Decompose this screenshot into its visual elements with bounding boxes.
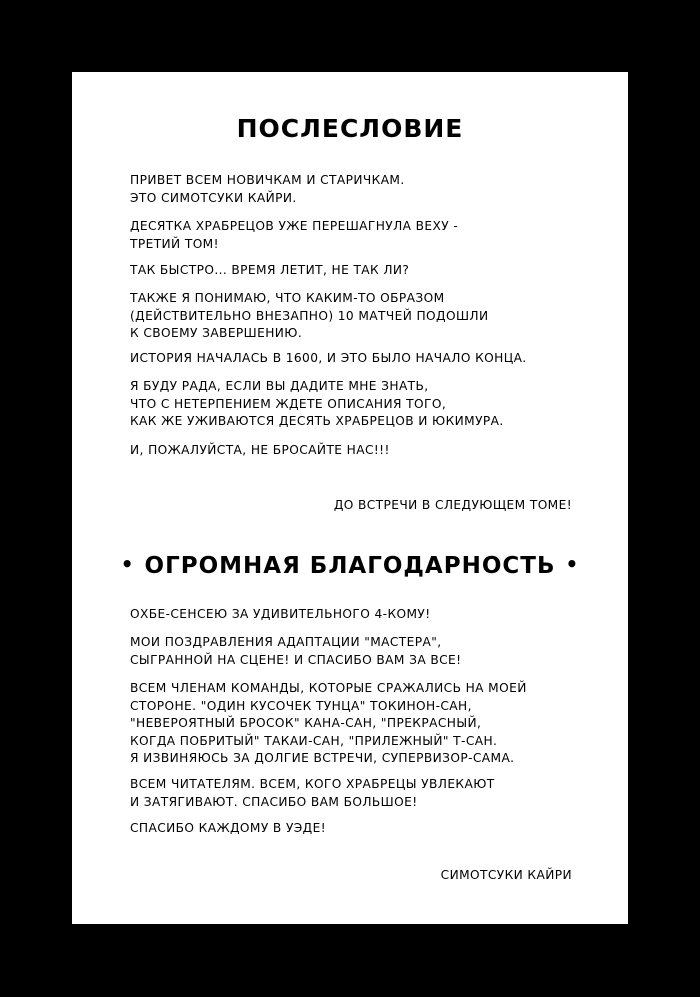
afterword-paragraph-1 (130, 172, 590, 207)
thanks-paragraph-5 (130, 820, 590, 838)
bullet-icon: • (565, 552, 580, 576)
text-line: И ЗАТЯГИВАЮТ. СПАСИБО ВАМ БОЛЬШОЕ! (130, 794, 418, 809)
thanks-paragraph-4 (130, 776, 590, 811)
text-line: ЭТО СИМОТСУКИ КАЙРИ. (130, 190, 297, 205)
text-line: ПРИВЕТ ВСЕМ НОВИЧКАМ И СТАРИЧКАМ. (130, 173, 405, 187)
text-line: ЧТО С НЕТЕРПЕНИЕМ ЖДЕТЕ ОПИСАНИЯ ТОГО, (130, 396, 447, 411)
text-line: (ДЕЙСТВИТЕЛЬНО ВНЕЗАПНО) 10 МАТЧЕЙ ПОДОШЛИ (130, 308, 489, 323)
afterword-paragraph-4 (130, 290, 590, 343)
text-line: СПАСИБО КАЖДОМУ В УЭДЕ! (130, 821, 326, 835)
signature: СИМОТСУКИ КАЙРИ (440, 868, 572, 882)
text-line: ВСЕМ ЧЛЕНАМ КОМАНДЫ, КОТОРЫЕ СРАЖАЛИСЬ НА МОЕЙ (130, 681, 527, 695)
thanks-title-row (72, 552, 628, 579)
text-line: КОГДА ПОБРИТЫЙ" ТАКАИ-САН, "ПРИЛЕЖНЫЙ" Т-САН. (130, 733, 498, 748)
afterword-paragraph-5 (130, 350, 590, 368)
text-line: ИСТОРИЯ НАЧАЛАСЬ В 1600, И ЭТО БЫЛО НАЧАЛО КОНЦА. (130, 351, 527, 365)
text-line: И, ПОЖАЛУЙСТА, НЕ БРОСАЙТЕ НАС!!! (130, 443, 390, 457)
text-line: СТОРОНЕ. "ОДИН КУСОЧЕК ТУНЦА" ТОКИНОН-САН, (130, 698, 472, 713)
afterword-paragraph-2 (130, 218, 590, 253)
text-line: ТРЕТИЙ ТОМ! (130, 236, 219, 251)
afterword-closing: ДО ВСТРЕЧИ В СЛЕДУЮЩЕМ ТОМЕ! (333, 498, 572, 512)
afterword-paragraph-3 (130, 262, 590, 280)
text-line: ТАКЖЕ Я ПОНИМАЮ, ЧТО КАКИМ-ТО ОБРАЗОМ (130, 291, 445, 305)
afterword-paragraph-7 (130, 442, 590, 460)
text-line: "НЕВЕРОЯТНЫЙ БРОСОК" КАНА-САН, "ПРЕКРАСНЫЙ, (130, 716, 482, 730)
afterword-paragraph-6 (130, 378, 590, 431)
text-line: Я ИЗВИНЯЮСЬ ЗА ДОЛГИЕ ВСТРЕЧИ, СУПЕРВИЗОР-САМА. (130, 751, 515, 765)
thanks-paragraph-3 (130, 680, 590, 768)
text-line: ВСЕМ ЧИТАТЕЛЯМ. ВСЕМ, КОГО ХРАБРЕЦЫ УВЛЕКАЮТ (130, 777, 495, 791)
text-line: ДЕСЯТКА ХРАБРЕЦОВ УЖЕ ПЕРЕШАГНУЛА ВЕХУ - (130, 219, 459, 233)
afterword-page (72, 72, 628, 924)
bullet-icon: • (120, 552, 135, 576)
thanks-paragraph-2 (130, 634, 590, 669)
text-line: К СВОЕМУ ЗАВЕРШЕНИЮ. (130, 326, 303, 340)
text-line: МОИ ПОЗДРАВЛЕНИЯ АДАПТАЦИИ "МАСТЕРА", (130, 635, 442, 649)
text-line: Я БУДУ РАДА, ЕСЛИ ВЫ ДАДИТЕ МНЕ ЗНАТЬ, (130, 379, 429, 393)
afterword-title: ПОСЛЕСЛОВИЕ (236, 114, 464, 143)
text-line: ОХБЕ-СЕНСЕЮ ЗА УДИВИТЕЛЬНОГО 4-КОМУ! (130, 607, 431, 621)
text-line: ТАК БЫСТРО... ВРЕМЯ ЛЕТИТ, НЕ ТАК ЛИ? (130, 263, 410, 277)
text-line: КАК ЖЕ УЖИВАЮТСЯ ДЕСЯТЬ ХРАБРЕЦОВ И ЮКИМУРА. (130, 414, 504, 428)
thanks-paragraph-1 (130, 606, 590, 624)
text-line: СЫГРАННОЙ НА СЦЕНЕ! И СПАСИБО ВАМ ЗА ВСЕ! (130, 652, 462, 667)
thanks-title: ОГРОМНАЯ БЛАГОДАРНОСТЬ (144, 553, 556, 579)
